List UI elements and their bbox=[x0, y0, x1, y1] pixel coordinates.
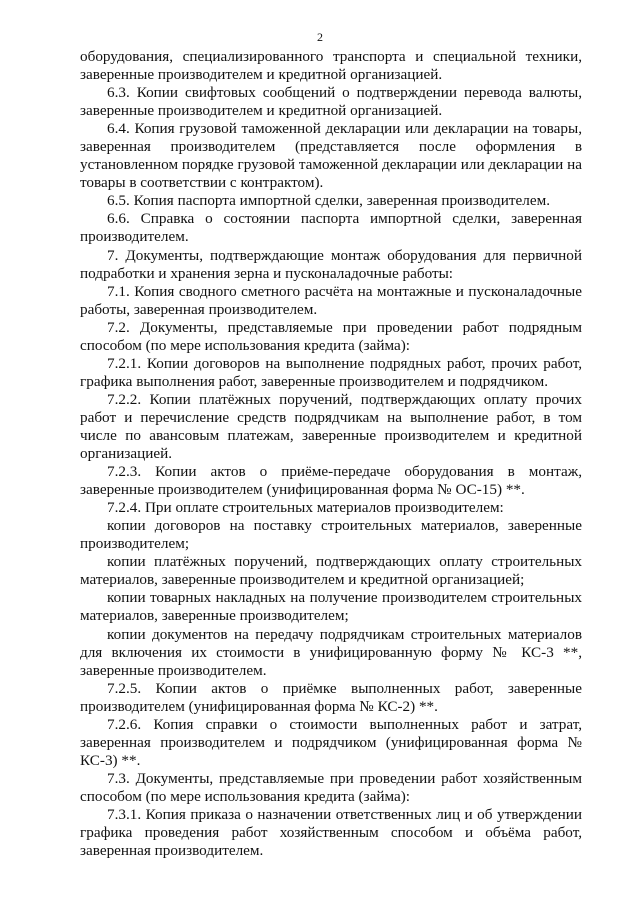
paragraph: 7.2.6. Копия справки о стоимости выполненных работ и затрат, заверенная производителем и подрядчиком (унифицированная форма № КС-3) **. bbox=[80, 715, 582, 769]
paragraph: 6.5. Копия паспорта импортной сделки, заверенная производителем. bbox=[107, 192, 550, 210]
paragraph: копии платёжных поручений, подтверждающих оплату строительных материалов, заверенные производителем и кредитной организацией; bbox=[80, 553, 582, 589]
paragraph: 7.3.1. Копия приказа о назначении ответственных лиц и об утверждении графика проведения работ хозяйственным способом и объёма работ, заверенная производителем. bbox=[80, 805, 582, 860]
paragraph: 6.6. Справка о состоянии паспорта импортной сделки, заверенная производителем. bbox=[80, 210, 582, 246]
paragraph: 7.2.3. Копии актов о приёме-передаче оборудования в монтаж, заверенные производителем (унифицированная форма № ОС-15) **. bbox=[80, 463, 582, 499]
paragraph: 6.4. Копия грузовой таможенной декларации или декларации на товары, заверенная производителем (представляется после оформления в установленном порядке грузовой таможенной декларации или декларации на товары в соответствии с контрактом). bbox=[80, 120, 582, 192]
paragraph: 7.1. Копия сводного сметного расчёта на монтажные и пусконаладочные работы, заверенная производителем. bbox=[80, 282, 582, 318]
paragraph: 7.2.5. Копии актов о приёмке выполненных работ, заверенные производителем (унифицированная форма № КС-2) **. bbox=[80, 679, 582, 715]
paragraph: оборудования, специализированного транспорта и специальной техники, заверенные производителем и кредитной организацией. bbox=[80, 48, 582, 84]
document-body bbox=[80, 48, 582, 860]
paragraph: 7.2. Документы, представляемые при проведении работ подрядным способом (по мере использования кредита (займа): bbox=[80, 318, 582, 354]
paragraph: копии товарных накладных на получение производителем строительных материалов, заверенные производителем; bbox=[80, 589, 582, 625]
paragraph: 7.2.1. Копии договоров на выполнение подрядных работ, прочих работ, графика выполнения работ, заверенные производителем и подрядчиком. bbox=[80, 354, 582, 390]
paragraph: копии документов на передачу подрядчикам строительных материалов для включения их стоимости в унифицированную форму № КС-3 **, заверенные производителем. bbox=[80, 625, 582, 679]
paragraph: 7. Документы, подтверждающие монтаж оборудования для первичной подработки и хранения зерна и пусконаладочные работы: bbox=[80, 246, 582, 282]
paragraph: копии договоров на поставку строительных материалов, заверенные производителем; bbox=[80, 517, 582, 553]
page-number: 2 bbox=[317, 30, 323, 44]
paragraph: 7.3. Документы, представляемые при проведении работ хозяйственным способом (по мере использования кредита (займа): bbox=[80, 769, 582, 805]
paragraph: 6.3. Копии свифтовых сообщений о подтверждении перевода валюты, заверенные производителем и кредитной организацией. bbox=[80, 84, 582, 120]
paragraph: 7.2.4. При оплате строительных материалов производителем: bbox=[107, 499, 504, 517]
paragraph: 7.2.2. Копии платёжных поручений, подтверждающих оплату прочих работ и перечисление средств подрядчикам на выполнение работ, в том числе по авансовым платежам, заверенные производителем и кредитной организацией. bbox=[80, 390, 582, 463]
